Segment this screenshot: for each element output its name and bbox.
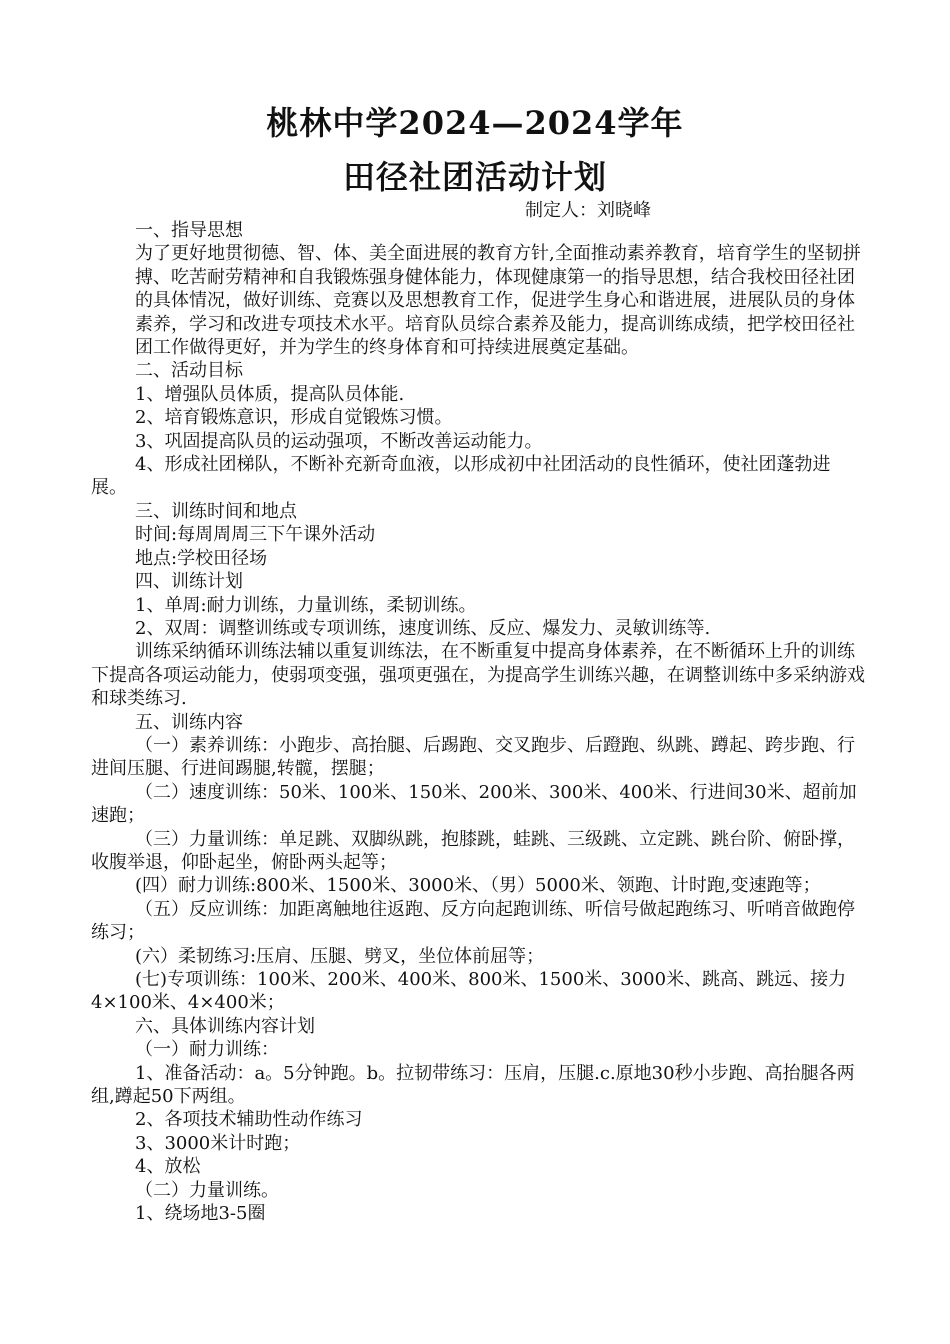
section-heading-detailed-plan: 六、具体训练内容计划 — [135, 1015, 315, 1037]
content-item-6: (六）柔韧练习:压肩、压腿、劈叉，坐位体前屈等； — [135, 945, 545, 967]
plan-item-single-week: 1、单周:耐力训练，力量训练，柔韧训练。 — [135, 594, 477, 616]
document-title-line-1: 桃林中学2024—2024学年 — [266, 104, 684, 142]
goal-item-4: 4、形成社团梯队，不断补充新奇血液，以形成初中社团活动的良性循环，使社团蓬勃进展。 — [91, 454, 831, 499]
paragraph-guiding-thought — [91, 242, 866, 359]
endurance-step-2: 2、各项技术辅助性动作练习 — [135, 1109, 363, 1131]
section-heading-training-plan: 四、训练计划 — [135, 571, 243, 593]
section-heading-time-place: 三、训练时间和地点 — [135, 500, 297, 522]
training-time: 时间:每周周周三下午课外活动 — [135, 524, 376, 546]
content-item-7: (七)专项训练：100米、200米、400米、800米、1500米、3000米、跳高、跳远、接力4×100米、4×400米； — [91, 969, 847, 1014]
document-body — [91, 219, 866, 1225]
endurance-step-4: 4、放松 — [135, 1156, 201, 1178]
section-heading-goals: 二、活动目标 — [135, 360, 243, 382]
paragraph-text: 为了更好地贯彻德、智、体、美全面进展的教育方针,全面推动素养教育，培育学生的坚韧拼搏、吃苦耐劳精神和自我锻炼强身健体能力，体现健康第一的指导思想，结合我校田径社团的具体情况，做好训练、竞赛以及思想教育工作，促进学生身心和谐进展，进展队员的身体素养，学习和改进专项技术水平。培育队员综合素养及能力，提高训练成绩，把学校田径社团工作做得更好，并为学生的终身体育和可持续进展奠定基础。 — [135, 243, 861, 359]
content-item-2: （二）速度训练：50米、100米、150米、200米、300米、400米、行进间30米、超前加速跑； — [91, 781, 857, 827]
subheading-strength: （二）力量训练。 — [135, 1179, 279, 1201]
content-item-5: （五）反应训练：加距离触地往返跑、反方向起跑训练、听信号做起跑练习、听哨音做跑停练习； — [91, 898, 855, 944]
plan-item-double-week: 2、双周：调整训练或专项训练，速度训练、反应、爆发力、灵敏训练等. — [135, 617, 711, 639]
endurance-step-1: 1、准备活动：a。5分钟跑。b。拉韧带练习：压肩，压腿.c.原地30秒小步跑、高抬腿各两组,蹲起50下两组。 — [91, 1062, 855, 1108]
goal-item-2: 2、培育锻炼意识，形成自觉锻炼习惯。 — [135, 407, 453, 429]
document-title-line-2: 田径社团活动计划 — [342, 158, 607, 196]
section-heading-guiding-thought: 一、指导思想 — [135, 220, 243, 241]
content-item-1: （一）素养训练：小跑步、高抬腿、后踢跑、交叉跑步、后蹬跑、纵跳、蹲起、跨步跑、行进间压腿、行进间踢腿,转髋，摆腿； — [91, 734, 855, 780]
training-place: 地点:学校田径场 — [135, 547, 268, 569]
goal-item-1: 1、增强队员体质，提高队员体能. — [135, 383, 405, 405]
content-item-4: (四）耐力训练:800米、1500米、3000米、（男）5000米、领跑、计时跑,变速跑等； — [135, 875, 821, 897]
goal-item-3: 3、巩固提高队员的运动强项，不断改善运动能力。 — [135, 430, 543, 452]
author-line: 制定人：刘晓峰 — [525, 200, 651, 221]
section-heading-training-content: 五、训练内容 — [135, 711, 243, 733]
strength-step-1: 1、绕场地3-5圈 — [135, 1203, 266, 1225]
subheading-endurance: （一）耐力训练： — [135, 1039, 279, 1061]
content-item-3: （三）力量训练：单足跳、双脚纵跳，抱膝跳，蛙跳、三级跳、立定跳、跳台阶、俯卧撑，收腹举退，仰卧起坐，俯卧两头起等； — [91, 828, 855, 873]
paragraph-training-method: 训练采纳循环训练法辅以重复训练法，在不断重复中提高身体素养，在不断循环上升的训练下提高各项运动能力，使弱项变强，强项更强在，为提高学生训练兴趣，在调整训练中多采纳游戏和球类练习. — [91, 641, 865, 710]
endurance-step-3: 3、3000米计时跑； — [135, 1132, 301, 1154]
